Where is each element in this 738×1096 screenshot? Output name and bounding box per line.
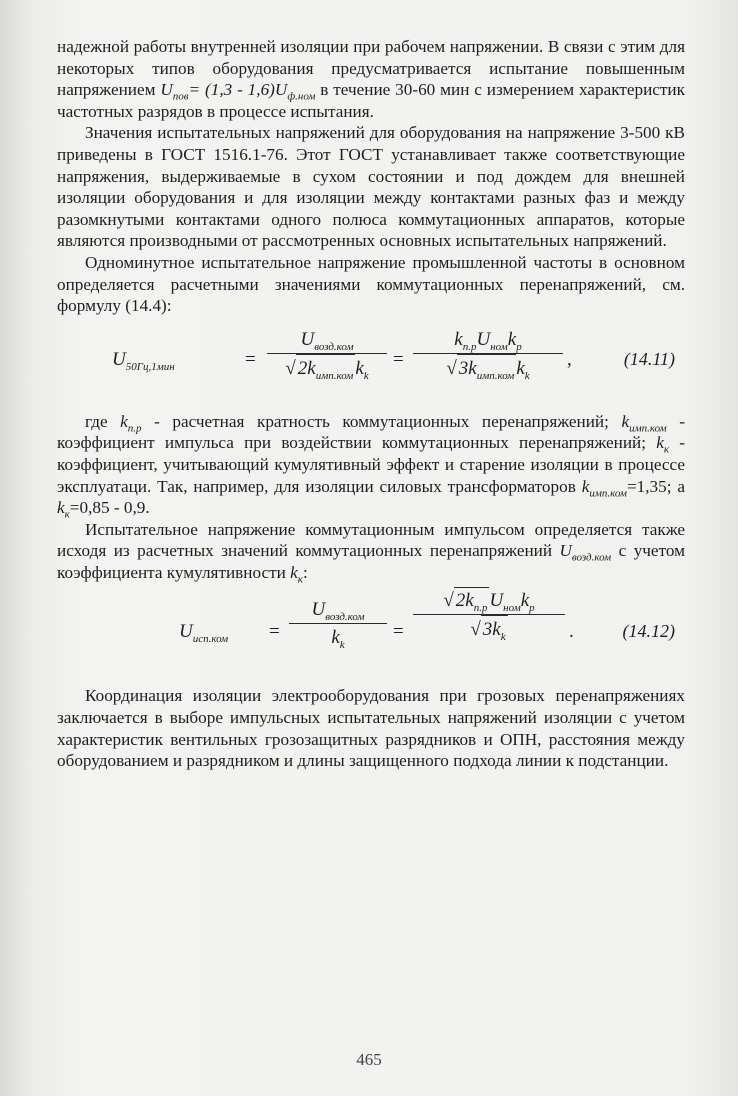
fraction-2-numerator: √ $2k_{п.р}$ $U_{ном}k_р$: [413, 587, 565, 615]
fraction-2-denominator: √ $3k_k$: [413, 615, 565, 644]
paragraph-6: Координация изоляции электрооборудования при грозовых перенапряжениях заключается в выборе импульсных испытательных напряжений изоляции с учетом характеристик вентильных грозозащитных разрядников и ОПН, расстояния между оборудованием и разрядником и длины защищенного подхода линии к подстанции.: [57, 686, 685, 771]
equation-number: (14.11): [623, 348, 675, 369]
fraction-1: [289, 597, 387, 652]
formula-lhs: $U_{исп.ком}$: [179, 621, 229, 646]
formula-lhs: $U_{50Гц,1мин}$: [112, 348, 175, 373]
fraction-2: [413, 327, 563, 383]
paragraph-3: Одноминутное испытательное напряжение промышленной частоты в основном определяется расчетными значениями коммутационных перенапряжений, см. формулу (14.4):: [57, 252, 685, 316]
fraction-1-numerator: $U_{возд.ком}$: [289, 597, 387, 624]
paragraph-2: Значения испытательных напряжений для оборудования на напряжение 3-500 кВ приведены в ГОСТ 1516.1-76. Этот ГОСТ устанавливает также соответствующие напряжения, выдерживаемые в сухом состоянии и под дождем для внешней изоляции оборудования и для изоляции между контактами разных фаз и между разомкнутыми контактами одного полюса коммутационных аппаратов, которые являются производными от рассмотренных основных испытательных напряжений.: [57, 123, 685, 251]
page-number: 465: [356, 1050, 382, 1069]
fraction-1-denominator: $k_k$: [331, 627, 345, 652]
equation-number: (14.12): [622, 621, 675, 642]
formula-dot: .: [569, 621, 574, 643]
symbol: U: [160, 80, 173, 100]
fraction-1: [267, 327, 387, 383]
symbol-subscript: пов: [172, 90, 189, 103]
formula-14-11: [57, 317, 685, 411]
equals-sign-2: =: [393, 621, 404, 643]
paragraph-1: [57, 36, 685, 122]
text-run: надежной работы внутренней изоляции при рабочем напряжении. В связи с этим для некоторых типов оборудования предусматривается испытание повышенным напряжением: [57, 37, 685, 100]
paragraph-5: Испытательное напряжение коммутационным импульсом определяется также исходя из расчетных значений коммутационных перенапряжений $U_{возд.ком}$ с учетом коэффициента кумулятивности $k_к$:: [57, 519, 685, 586]
text-run: в течение 30-60 мин с измерением характеристик частотных разрядов в процессе испытания.: [57, 80, 685, 121]
equals-sign: =: [269, 621, 280, 643]
paragraph-4: где $k_{п.р}$ - расчетная кратность коммутационных перенапряжений; $k_{имп.ком}$ - коэффициент импульса при воздействии коммутационных перенапряжений; $k_к$ - коэффициент, учитывающий кумулятивный эффект и старение изоляции в процессе эксплуатаци. Так, например, для изоляции силовых трансформаторов $k_{имп.ком}=1,35$; а $k_к=0,85 - 0,9$.: [57, 411, 685, 521]
fraction-2-denominator: √ $3k_{имп.ком}$ $k_k$: [413, 354, 563, 383]
equals-sign: =: [245, 348, 256, 370]
symbol-subscript: ф.ном: [287, 90, 316, 103]
fraction-2: [413, 587, 565, 644]
fraction-2-numerator: $k_{п.р}U_{ном}k_р$: [413, 327, 563, 354]
formula-comma: ,: [567, 348, 572, 370]
fraction-1-denominator: √ $2k_{имп.ком}$ $k_k$: [267, 354, 387, 383]
fraction-1-numerator: $U_{возд.ком}$: [267, 327, 387, 354]
page-body: [57, 36, 685, 772]
equals-sign-2: =: [393, 348, 404, 370]
symbol: U: [274, 80, 288, 100]
formula-14-12: [57, 583, 685, 685]
text-run: = (1,3 - 1,6): [188, 80, 275, 100]
